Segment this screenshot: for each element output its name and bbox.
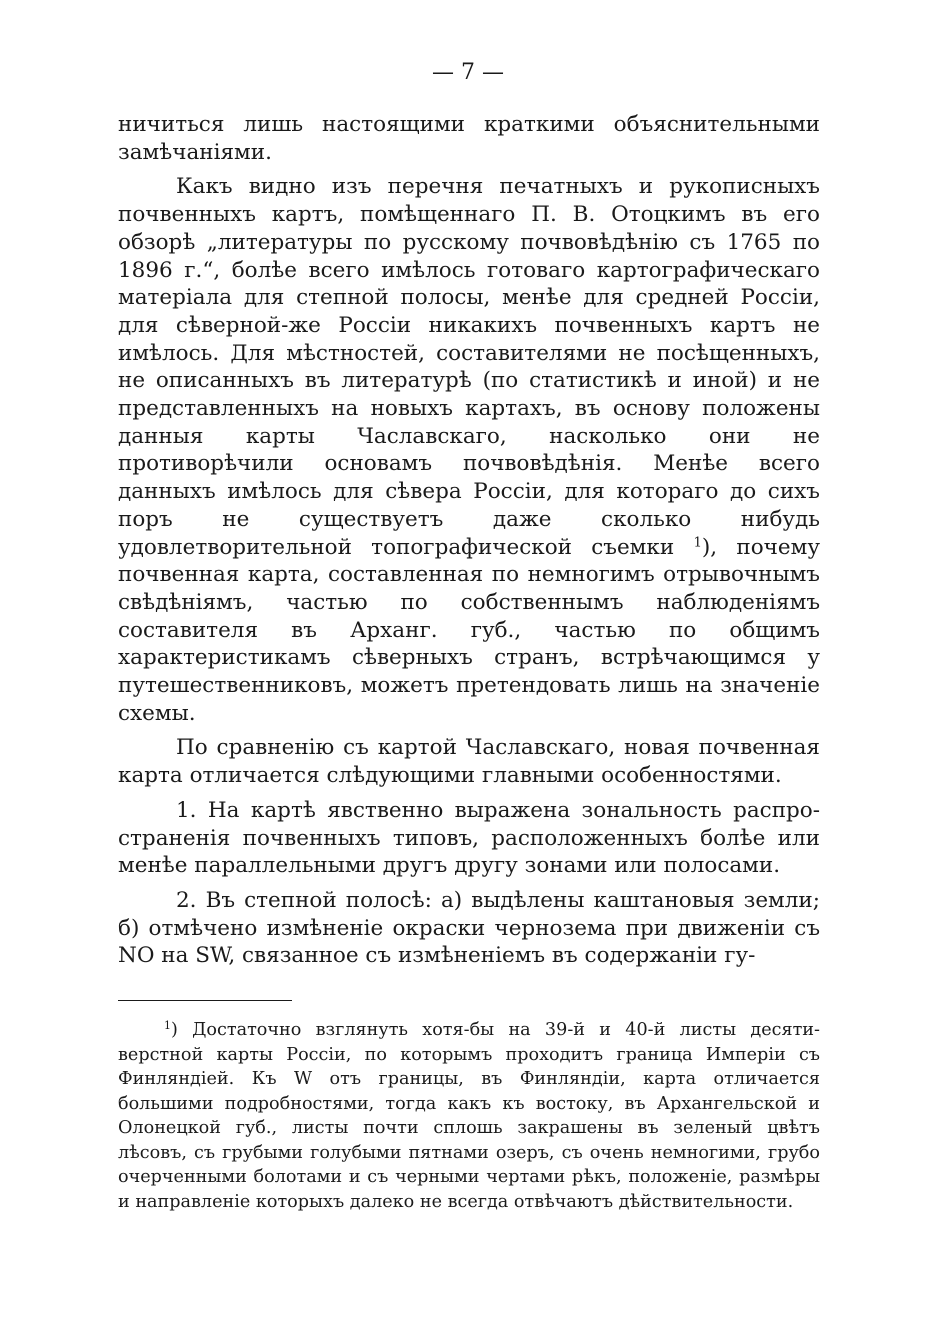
footnote-reference: 1 [693, 535, 702, 551]
footnote-1 [118, 1018, 820, 1214]
paragraph-maps-overview [118, 173, 820, 727]
page-number: — 7 — [432, 60, 504, 85]
footnote-text: ) Достаточно взглянуть хотя-бы на 39-й и 40-й листы десятиверстной карты Россіи, по которымъ проходитъ граница Имперіи съ Финляндіей. Къ W отъ границы, въ Финляндіи, карта отличается большими подробностями, тогда какъ къ востоку, въ Архангельской и Олонецкой губ., листы почти сплошь закрашены въ зеленый цвѣтъ лѣсовъ, съ грубыми голубыми пятнами озеръ, съ очень немногими, грубо очерченными болотами и съ черными чертами рѣкъ, положеніе, размѣры и направленіе которыхъ далеко не всегда отвѣчаютъ дѣйствительности. [118, 1020, 820, 1212]
paragraph-point-1: 1. На картѣ явственно выражена зональность распространенія почвенныхъ типовъ, расположенныхъ болѣе или менѣе параллельными другъ другу зонами или полосами. [118, 797, 820, 879]
footnote-marker: 1 [164, 1019, 171, 1032]
paragraph-continuation: ничиться лишь настоящими краткими объяснительными замѣчаніями. [118, 112, 820, 165]
paragraph-text: ), почему почвенная карта, составленная по немногимъ отрывочнымъ свѣдѣніямъ, частью по собственнымъ наблюденіямъ составителя въ Арханг. губ., частью по общимъ характеристикамъ сѣверныхъ странъ, встрѣчающимся у путешественниковъ, можетъ претендовать лишь на значеніе схемы. [118, 534, 820, 726]
paragraph-point-2: 2. Въ степной полосѣ: а) выдѣлены каштановыя земли; б) отмѣчено измѣненіе окраски чернозема при движеніи съ NO на SW, связанное съ измѣненіемъ въ содержаніи гу- [118, 887, 820, 969]
paragraph-comparison: По сравненію съ картой Чаславскаго, новая почвенная карта отличается слѣдующими главными особенностями. [118, 735, 820, 789]
footnote-divider [118, 1000, 292, 1001]
paragraph-text: Какъ видно изъ перечня печатныхъ и рукописныхъ почвенныхъ картъ, помѣщеннаго П. В. Отоцкимъ въ его обзорѣ „литературы по русскому почвовѣдѣнію съ 1765 по 1896 г.“, болѣе всего имѣлось готоваго картографическаго матеріала для степной полосы, менѣе для средней Россіи, для сѣверной-же Россіи никакихъ почвенныхъ картъ не имѣлось. Для мѣстностей, составителями не посѣщенныхъ, не описанныхъ въ литературѣ (по статистикѣ и иной) и не представленныхъ на новыхъ картахъ, въ основу положены данныя карты Чаславскаго, насколько они не противорѣчили основамъ почвовѣдѣнія. Менѣе всего данныхъ имѣлось для сѣвера Россіи, для котораго до сихъ поръ не существуетъ даже сколько нибудь удовлетворительной топографической съемки [118, 174, 820, 560]
footnotes [118, 1018, 820, 1214]
main-text [118, 111, 820, 977]
